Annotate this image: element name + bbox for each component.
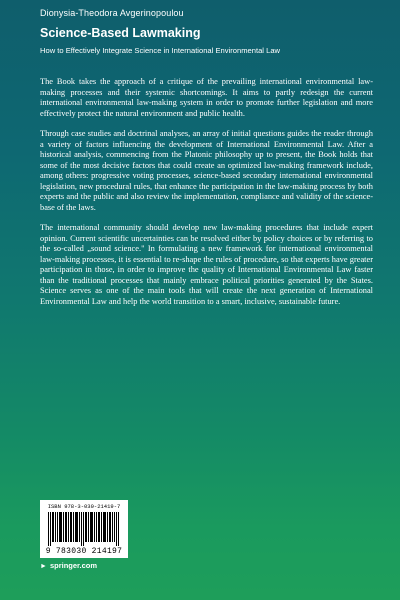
isbn-barcode (40, 500, 128, 558)
blurb-paragraph-3: The international community should develop new law-making procedures that include expert opinion. Current scientific uncertainties can be resolved either by policy choices or by referring to the so-called „sound science." In formulating a new framework for international environmental law-making processes, it is essential to re-shape the rules of procedure, so that experts have greater participation in those, in order to improve the quality of International Environmental Law faster than the traditional processes that mainly embrace political priorities generated by the States. Science serves as one of the main tools that will create the next generation of International Environmental Law and help the world transition to a smart, inclusive, sustainable future. (40, 223, 373, 306)
barcode-number: 9 783030 214197 (45, 547, 123, 556)
blurb-paragraph-1: The Book takes the approach of a critique of the prevailing international environmental law-making processes and their systemic shortcomings. It aims to partly redesign the current international environmental law-making system in order to promote further legislation and more effectively protect the natural environment and public health. (40, 77, 373, 118)
arrow-right-icon: ► (40, 563, 47, 570)
barcode-bars (48, 512, 120, 546)
isbn-label: ISBN 978-3-030-21419-7 (47, 503, 121, 510)
publisher-link[interactable] (40, 561, 97, 570)
book-title: Science-Based Lawmaking (40, 26, 201, 40)
blurb (40, 77, 373, 317)
author-name: Dionysia-Theodora Avgerinopoulou (40, 8, 184, 18)
blurb-paragraph-2: Through case studies and doctrinal analyses, an array of initial questions guides the reader through a variety of factors influencing the development of International Environmental Law. After a historical analysis, commencing from the Platonic philosophy up to present, the Book holds that some of the most decisive factors that could create an optimized law-making framework include, among others: progressive voting processes, science-based secondary international environmental legislation, new procedural rules, that enhance the participation in the law-making process by both experts and the public and also review the implementation, compliance and validity of the science-base of the laws. (40, 129, 373, 212)
book-subtitle: How to Effectively Integrate Science in International Environmental Law (40, 46, 281, 55)
publisher-url: springer.com (49, 561, 98, 570)
